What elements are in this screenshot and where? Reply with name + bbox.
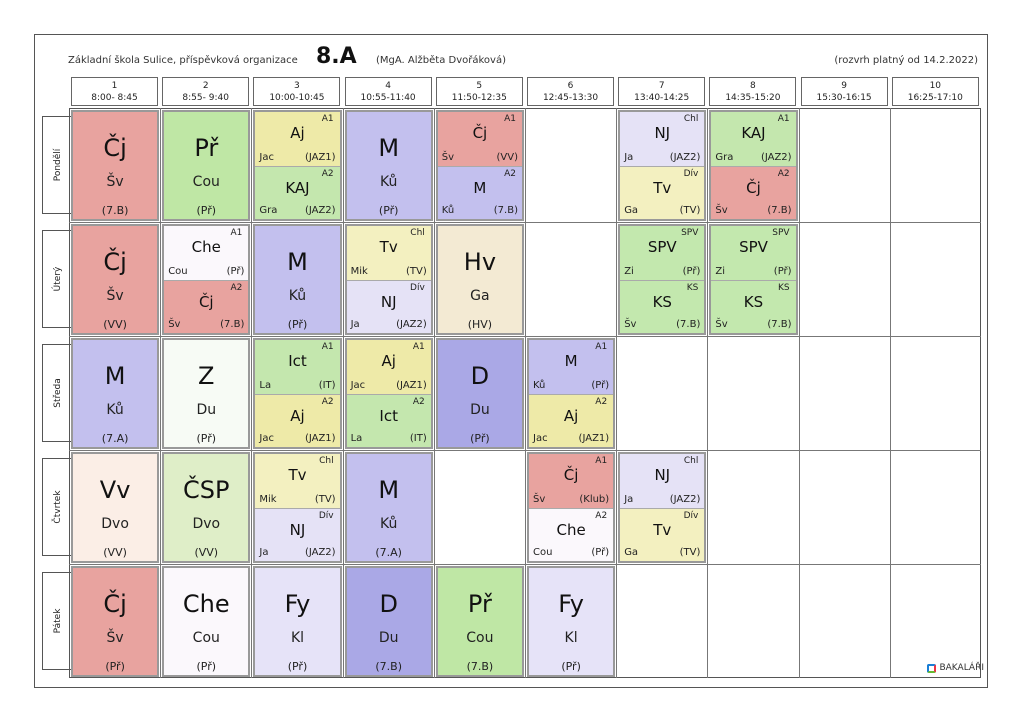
group-label: Chl [319,456,334,466]
lesson-subject: M [104,362,126,390]
lesson-cell[interactable] [709,110,797,221]
lesson-subject: M [287,248,308,276]
lesson-room: (7.B) [493,205,518,216]
lesson-teacher: Šv [715,319,728,330]
day-label-4 [42,572,72,670]
lesson-room: (VV) [496,151,518,163]
lesson-teacher: Šv [441,151,455,163]
period-number: 8 [750,81,756,91]
lesson-cell[interactable] [162,566,250,677]
lesson-subject: Čj [472,124,488,142]
lesson-group-bot[interactable] [255,394,339,448]
group-label: A1 [230,228,243,238]
lesson-subject: M [564,352,578,370]
lesson-teacher: Du [470,402,490,418]
lesson-subject: SPV [647,238,677,256]
lesson-teacher: Cou [466,630,494,646]
day-label-0 [42,116,72,214]
lesson-cell[interactable] [71,338,159,449]
lesson-room: (7.B) [466,660,494,673]
lesson-teacher: Kl [290,630,305,646]
lesson-group-top[interactable] [255,112,339,166]
lesson-subject: D [470,362,490,390]
lesson-group-bot[interactable] [347,280,431,334]
lesson-room: (JAZ1) [578,433,610,444]
lesson-group-top[interactable] [164,226,248,280]
group-label: A1 [321,342,334,352]
lesson-room: (Př) [196,660,217,673]
group-label: A2 [321,168,334,179]
lesson-room: (Př) [378,204,399,217]
day-name: Pátek [52,608,63,634]
grid-hline [69,450,981,451]
period-header-4 [345,77,432,106]
lesson-teacher: Ků [380,516,398,532]
grid-vline [251,108,252,678]
day-label-1 [42,230,72,328]
lesson-cell[interactable] [71,452,159,563]
period-number: 7 [658,81,665,91]
lesson-room: (Př) [287,660,308,673]
lesson-cell[interactable] [345,110,433,221]
lesson-teacher: Ků [441,205,455,216]
period-number: 1 [111,81,118,91]
lesson-cell[interactable] [709,224,797,335]
lesson-subject: Aj [381,352,396,370]
group-label: Chl [683,114,699,124]
lesson-teacher: Jac [350,379,366,391]
lesson-teacher: Du [378,630,399,646]
lesson-teacher: Šv [168,319,181,330]
lesson-room: (7.B) [220,319,245,330]
lesson-room: (JAZ1) [304,433,336,444]
bakalari-logo-icon [927,664,936,673]
lesson-teacher: Jac [259,433,274,444]
lesson-room: (TV) [679,205,701,216]
grid-vline [890,108,891,678]
lesson-teacher: Ků [288,288,307,304]
lesson-subject: Hv [463,248,497,276]
lesson-subject: Př [194,134,219,162]
lesson-cell[interactable] [436,566,524,677]
lesson-group-top[interactable] [620,226,704,280]
period-time: 14:35-15:20 [725,93,781,103]
lesson-teacher: Cou [533,547,553,558]
lesson-room: (IT) [409,433,427,444]
day-label-2 [42,344,72,442]
grid-vline [525,108,526,678]
period-time: 12:45-13:30 [542,93,599,103]
grid-vline [343,108,344,678]
lesson-subject: NJ [380,292,397,311]
lesson-teacher: Šv [106,174,124,190]
day-name: Pondělí [52,148,63,182]
logo-text: BAKALÁŘI [939,663,984,673]
lesson-room: (IT) [318,379,336,391]
lesson-group-bot[interactable] [255,166,339,220]
lesson-room: (7.A) [375,546,402,559]
lesson-subject: Fy [284,590,311,618]
lesson-subject: Tv [653,520,672,539]
lesson-subject: Aj [290,124,305,142]
lesson-room: (Př) [470,432,490,445]
lesson-subject: Che [182,590,230,618]
period-header-8 [709,77,796,106]
period-number: 3 [294,81,300,91]
lesson-teacher: Ga [470,288,490,304]
group-label: Chl [410,228,425,238]
lesson-cell[interactable] [162,338,250,449]
lesson-subject: Ict [288,352,307,370]
lesson-room: (Př) [773,265,792,277]
school-name: Základní škola Sulice, příspěvková organizace [68,55,298,66]
group-label: Dív [410,282,425,293]
period-header-3 [253,77,340,106]
lesson-teacher: Jac [533,433,548,444]
lesson-teacher: Ja [624,151,634,163]
lesson-subject: Čj [746,178,761,197]
period-header-5 [436,77,523,106]
lesson-subject: Aj [290,406,305,425]
group-label: A1 [321,114,334,124]
lesson-teacher: Gra [259,205,278,216]
period-number: 4 [385,81,391,91]
lesson-subject: Tv [288,466,307,484]
lesson-room: (Př) [287,318,308,331]
lesson-cell[interactable] [345,452,433,563]
lesson-subject: NJ [654,124,671,142]
lesson-cell[interactable] [253,110,341,221]
lesson-room: (TV) [314,493,336,505]
group-label: A1 [777,114,790,124]
grid-hline [69,222,981,223]
grid-vline [160,108,161,678]
lesson-cell[interactable] [618,110,706,221]
lesson-cell[interactable] [71,224,159,335]
lesson-room: (7.B) [767,205,792,216]
lesson-subject: Př [467,590,492,618]
lesson-teacher: Šv [533,493,546,505]
period-number: 6 [567,81,574,91]
lesson-subject: Čj [103,134,127,162]
group-label: A1 [595,456,608,466]
lesson-subject: Che [556,520,586,539]
lesson-group-bot[interactable] [255,508,339,562]
lesson-subject: KAJ [285,178,310,197]
lesson-teacher: Mik [259,493,277,505]
lesson-group-bot[interactable] [711,166,795,220]
lesson-room: (JAZ2) [304,547,336,558]
lesson-room: (Př) [196,432,217,445]
period-header-7 [618,77,705,106]
lesson-room: (JAZ1) [396,379,427,391]
group-label: KS [777,282,790,293]
class-name: 8.A [316,44,357,69]
lesson-room: (VV) [194,546,219,559]
lesson-group-bot[interactable] [529,508,613,562]
group-label: Dív [318,510,334,521]
lesson-room: (Př) [196,204,217,217]
period-header-1 [71,77,158,106]
lesson-cell[interactable] [162,452,250,563]
lesson-room: (Klub) [579,493,610,505]
group-label: A1 [412,342,425,352]
lesson-subject: Čj [103,248,127,276]
lesson-room: (TV) [406,265,427,277]
grid-hline [69,336,981,337]
lesson-teacher: Zi [715,265,726,277]
lesson-teacher: Jac [259,151,274,163]
lesson-room: (JAZ2) [396,319,427,330]
lesson-room: (JAZ1) [304,151,336,163]
lesson-room: (Př) [105,660,125,673]
lesson-subject: D [379,590,398,618]
lesson-teacher: Šv [106,630,124,646]
lesson-teacher: Šv [106,288,124,304]
lesson-room: (JAZ2) [760,151,792,163]
lesson-room: (7.B) [767,319,792,330]
grid-vline [616,108,617,678]
lesson-cell[interactable] [253,224,341,335]
lesson-subject: Fy [558,590,584,618]
lesson-teacher: Mik [350,265,368,277]
lesson-cell[interactable] [436,110,524,221]
lesson-group-bot[interactable] [347,394,431,448]
lesson-subject: KS [652,292,672,311]
lesson-room: (JAZ2) [304,205,336,216]
lesson-cell[interactable] [527,566,615,677]
grid-hline [69,564,981,565]
lesson-room: (Př) [591,379,610,391]
period-header-6 [527,77,614,106]
lesson-subject: Tv [653,178,672,197]
group-label: A2 [777,168,790,179]
lesson-group-top[interactable] [347,340,431,394]
lesson-subject: ČSP [183,476,230,504]
lesson-group-top[interactable] [620,112,704,166]
period-time: 11:50-12:35 [451,93,507,103]
group-label: A2 [595,396,608,407]
period-time: 10:00-10:45 [269,93,325,103]
lesson-cell[interactable] [618,452,706,563]
lesson-teacher: Šv [715,205,728,216]
lesson-subject: M [473,178,487,197]
grid-vline [799,108,800,678]
group-label: A2 [321,396,334,407]
period-number: 10 [929,81,942,91]
lesson-teacher: Ja [624,493,634,505]
period-time: 13:40-14:25 [634,93,690,103]
period-number: 5 [476,81,483,91]
lesson-subject: Čj [563,466,579,484]
lesson-subject: Čj [198,292,214,311]
lesson-room: (VV) [103,546,127,559]
lesson-subject: Che [191,238,221,256]
day-label-3 [42,458,72,556]
group-label: A2 [504,168,516,179]
lesson-teacher: La [259,379,272,391]
lesson-teacher: Dvo [192,516,221,532]
lesson-teacher: Zi [624,265,634,277]
lesson-subject: KAJ [741,124,766,142]
period-number: 2 [202,81,209,91]
lesson-room: (7.B) [101,204,129,217]
group-label: KS [686,282,699,293]
period-header-9 [801,77,888,106]
lesson-cell[interactable] [345,338,433,449]
lesson-teacher: Kl [564,630,578,646]
grid-vline [434,108,435,678]
period-header-10 [892,77,979,106]
lesson-room: (7.A) [101,432,129,445]
lesson-cell[interactable] [71,566,159,677]
lesson-room: (Př) [591,547,610,558]
lesson-room: (7.B) [676,319,701,330]
period-time: 8:00- 8:45 [91,93,138,103]
group-label: A1 [595,342,608,352]
lesson-subject: Aj [563,406,579,425]
lesson-group-top[interactable] [620,454,704,508]
lesson-group-bot[interactable] [620,508,704,562]
lesson-group-top[interactable] [529,340,613,394]
lesson-teacher: Cou [168,265,188,277]
lesson-cell[interactable] [436,224,524,335]
group-label: SPV [681,228,699,238]
lesson-subject: Ict [379,406,398,425]
lesson-cell[interactable] [253,338,341,449]
period-time: 8:55- 9:40 [182,93,229,103]
lesson-cell[interactable] [253,452,341,563]
lesson-teacher: La [350,433,363,444]
day-name: Úterý [52,266,63,292]
lesson-group-top[interactable] [711,226,795,280]
class-teacher: (MgA. Alžběta Dvořáková) [376,55,506,66]
lesson-cell[interactable] [618,224,706,335]
period-time: 16:25-17:10 [907,93,963,103]
lesson-group-bot[interactable] [711,280,795,334]
lesson-room: (JAZ2) [669,493,701,505]
lesson-teacher: Ků [106,402,124,418]
lesson-cell[interactable] [253,566,341,677]
lesson-teacher: Ga [624,547,639,558]
lesson-cell[interactable] [345,566,433,677]
lesson-subject: M [378,134,400,162]
group-label: A1 [504,114,516,124]
group-label: A2 [595,510,608,521]
period-header-2 [162,77,249,106]
validity-note: (rozvrh platný od 14.2.2022) [834,55,978,66]
lesson-group-bot[interactable] [164,280,248,334]
lesson-cell[interactable] [527,338,615,449]
lesson-teacher: Du [196,402,217,418]
lesson-cell[interactable] [436,338,524,449]
group-label: Dív [683,510,699,521]
lesson-subject: Čj [103,590,127,618]
lesson-teacher: Gra [715,151,734,163]
lesson-teacher: Cou [192,174,220,190]
lesson-room: (JAZ2) [669,151,701,163]
lesson-group-bot[interactable] [620,280,704,334]
period-number: 9 [841,81,847,91]
lesson-teacher: Cou [192,630,220,646]
lesson-group-top[interactable] [711,112,795,166]
lesson-subject: M [378,476,400,504]
lesson-room: (Př) [226,265,245,277]
lesson-group-bot[interactable] [620,166,704,220]
lesson-subject: NJ [654,466,671,484]
bakalari-logo [927,663,984,673]
lesson-group-top[interactable] [255,454,339,508]
lesson-cell[interactable] [71,110,159,221]
lesson-group-top[interactable] [255,340,339,394]
group-label: Chl [683,456,699,466]
group-label: Dív [683,168,699,179]
lesson-cell[interactable] [527,452,615,563]
lesson-cell[interactable] [162,224,250,335]
lesson-teacher: Ga [624,205,639,216]
lesson-teacher: Ků [533,379,546,391]
lesson-group-bot[interactable] [438,166,522,220]
lesson-room: (TV) [679,547,701,558]
lesson-room: (Př) [561,660,581,673]
group-label: SPV [772,228,790,238]
period-time: 10:55-11:40 [360,93,416,103]
lesson-group-bot[interactable] [529,394,613,448]
group-label: A2 [412,396,425,407]
group-label: A2 [230,282,243,293]
lesson-room: (Př) [682,265,701,277]
lesson-subject: SPV [739,238,768,256]
lesson-cell[interactable] [345,224,433,335]
lesson-teacher: Šv [624,319,637,330]
grid-vline [707,108,708,678]
lesson-subject: NJ [289,520,306,539]
lesson-teacher: Ja [259,547,269,558]
lesson-subject: KS [743,292,764,311]
day-name: Středa [52,378,63,408]
lesson-room: (HV) [467,318,493,331]
lesson-group-top[interactable] [438,112,522,166]
lesson-room: (VV) [103,318,127,331]
lesson-teacher: Ků [380,174,398,190]
lesson-room: (7.B) [375,660,402,673]
lesson-subject: Z [198,362,215,390]
lesson-subject: Tv [379,238,398,256]
day-name: Čtvrtek [52,490,63,524]
lesson-group-top[interactable] [347,226,431,280]
lesson-group-top[interactable] [529,454,613,508]
lesson-subject: Vv [99,476,131,504]
lesson-cell[interactable] [162,110,250,221]
period-time: 15:30-16:15 [816,93,872,103]
lesson-teacher: Ja [350,319,360,330]
lesson-teacher: Dvo [101,516,129,532]
